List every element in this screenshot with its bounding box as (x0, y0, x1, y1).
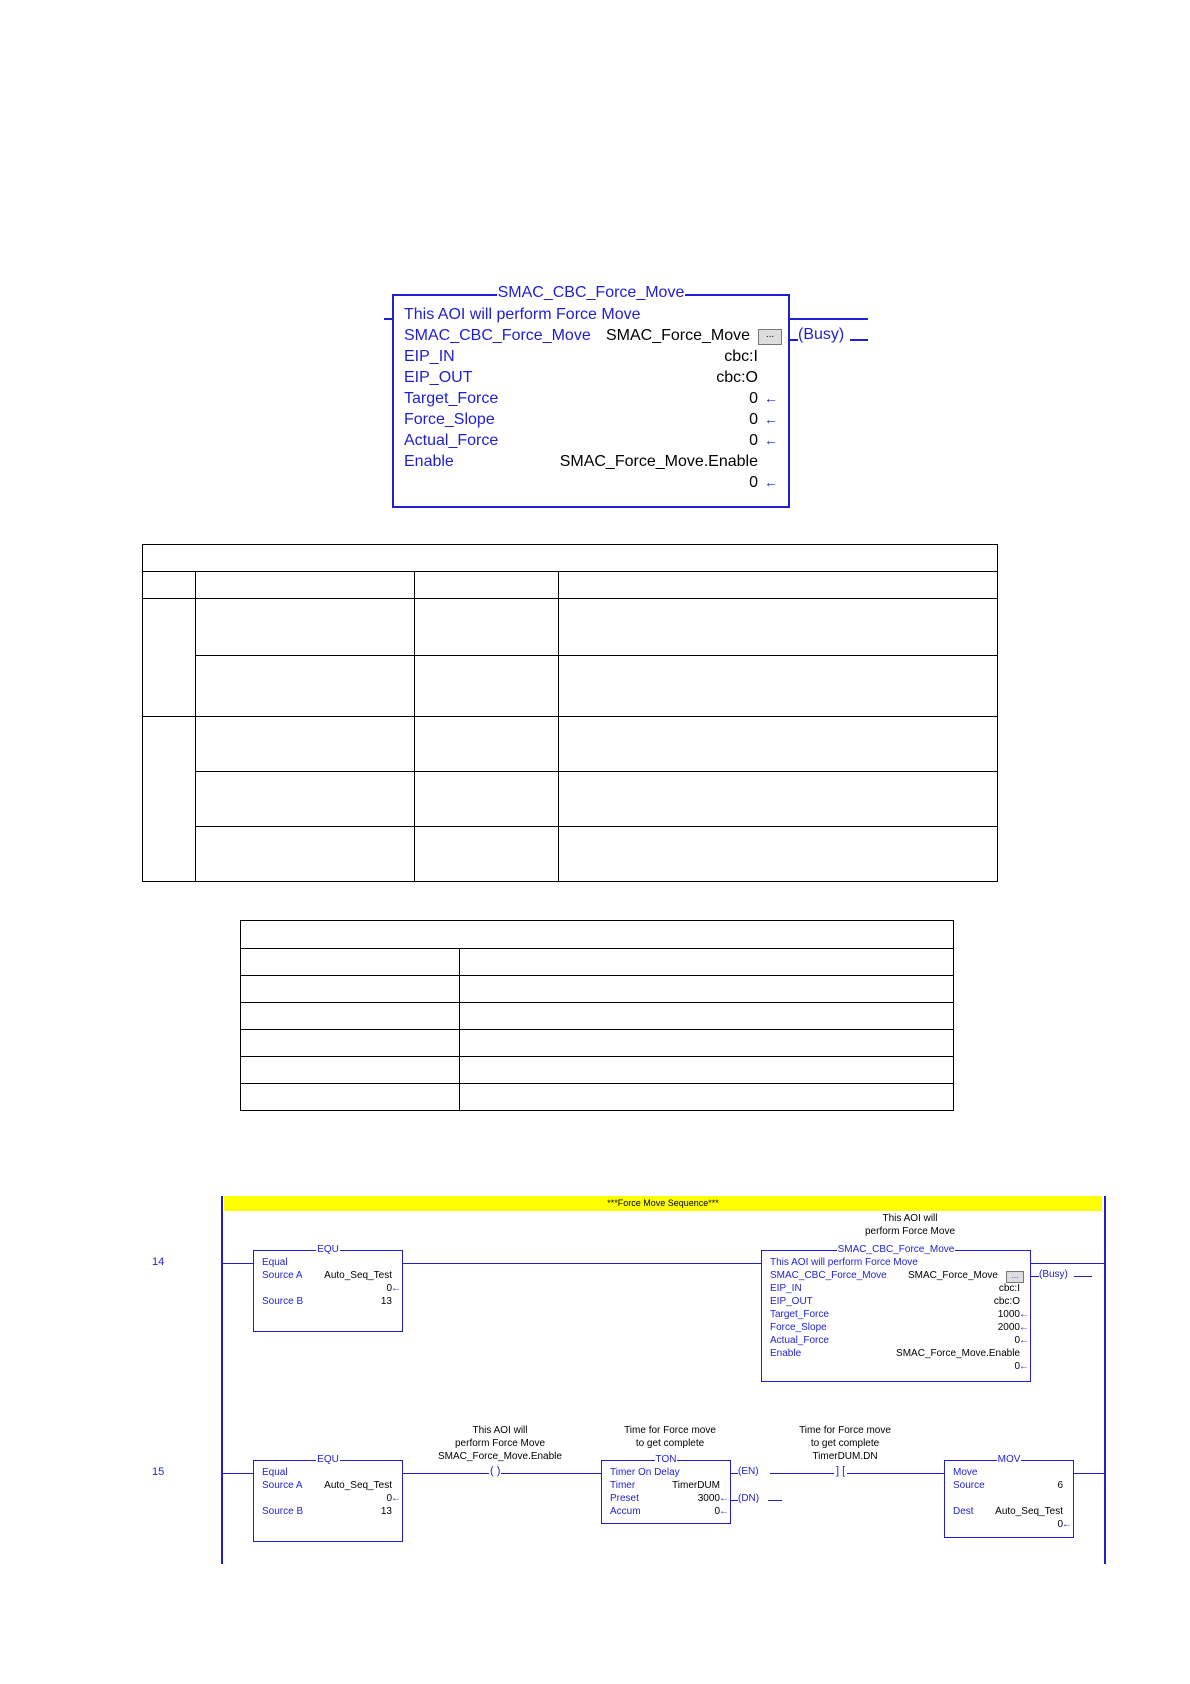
dn-wire-out (768, 1500, 782, 1501)
en-output: (EN) (738, 1466, 759, 1477)
dn-output: (DN) (738, 1493, 760, 1504)
left-power-rail (221, 1196, 223, 1564)
busy-coil[interactable]: (Busy) (798, 326, 845, 343)
aoi-row-enable-value: 0 ← (749, 474, 778, 491)
aoi-row-force-slope[interactable]: Force_Slope 0 ← (404, 411, 778, 428)
aoi-row-enable[interactable]: Enable SMAC_Force_Move.Enable (404, 453, 758, 470)
ton-block[interactable]: TON Timer On Delay Timer TimerDUM Preset 3000 ← Accum 0 ← (601, 1460, 731, 1524)
arrow-icon: ← (764, 474, 778, 490)
arrow-icon: ← (1019, 1309, 1029, 1320)
rung-wire (1031, 1263, 1104, 1264)
rung-wire (1074, 1473, 1104, 1474)
arrow-icon: ← (1019, 1335, 1029, 1346)
browse-button[interactable]: ... (1006, 1271, 1024, 1283)
arrow-icon: ← (764, 432, 778, 448)
rung-wire (222, 1473, 254, 1474)
aoi-row-eip-in[interactable]: EIP_IN cbc:I (404, 348, 758, 365)
aoi-row-eip-out[interactable]: EIP_OUT cbc:O (404, 369, 758, 386)
aoi-row-actual-force[interactable]: Actual_Force 0 ← (404, 432, 778, 449)
rung-wire (770, 1473, 944, 1474)
xic-contact[interactable]: ] [ (836, 1465, 846, 1477)
output-coil[interactable]: ( ) (490, 1465, 501, 1477)
right-power-rail (1104, 1196, 1106, 1564)
mov-block[interactable]: MOV Move Source 6 Dest Auto_Seq_Test 0 ← (944, 1460, 1074, 1538)
aoi-title: SMAC_CBC_Force_Move (497, 284, 685, 301)
arrow-icon: ← (764, 411, 778, 427)
busy-coil[interactable]: (Busy) (1039, 1269, 1068, 1280)
rung-number: 14 (152, 1256, 165, 1268)
browse-button[interactable]: ... (758, 329, 782, 345)
arrow-icon: ← (719, 1506, 729, 1517)
xic-comment: Time for Force move to get complete TimerDUM.DN (799, 1425, 891, 1462)
rung-comment-banner: ***Force Move Sequence*** (224, 1196, 1102, 1211)
equ-block[interactable]: EQU Equal Source A Auto_Seq_Test 0 ← Source B 13 (253, 1460, 403, 1542)
arrow-icon: ← (1019, 1361, 1029, 1372)
rung-wire (222, 1263, 254, 1264)
arrow-icon: ← (719, 1493, 729, 1504)
rung-wire (403, 1473, 601, 1474)
aoi-comment: This AOI will perform Force Move (864, 1213, 956, 1237)
arrow-icon: ← (391, 1283, 401, 1294)
aoi-row-instance[interactable]: SMAC_CBC_Force_Move SMAC_Force_Move (404, 327, 750, 344)
arrow-icon: ← (1019, 1322, 1029, 1333)
ton-comment: Time for Force move to get complete (624, 1425, 716, 1449)
arrow-icon: ← (764, 390, 778, 406)
coil-wire-out (1074, 1276, 1092, 1277)
coil-comment: This AOI will perform Force Move SMAC_Force_Move.Enable (438, 1425, 562, 1462)
aoi-row-target-force[interactable]: Target_Force 0 ← (404, 390, 778, 407)
rung-number: 15 (152, 1466, 165, 1478)
rung-wire (403, 1263, 761, 1264)
aoi-block-rung14[interactable]: SMAC_CBC_Force_Move This AOI will perform Force Move SMAC_CBC_Force_Move SMAC_Force_Move ... EIP_IN cbc:I EIP_OUT cbc:O Target_Force 1000 ← Force_Slope 2000 ← Actual_Force 0 ← Enable SMAC_Force_Move.Enable 0 ← (761, 1250, 1031, 1382)
arrow-icon: ← (391, 1493, 401, 1504)
equ-block[interactable]: EQU Equal Source A Auto_Seq_Test 0 ← Source B 13 (253, 1250, 403, 1332)
aoi-description: This AOI will perform Force Move (404, 306, 641, 323)
arrow-icon: ← (1062, 1519, 1072, 1530)
